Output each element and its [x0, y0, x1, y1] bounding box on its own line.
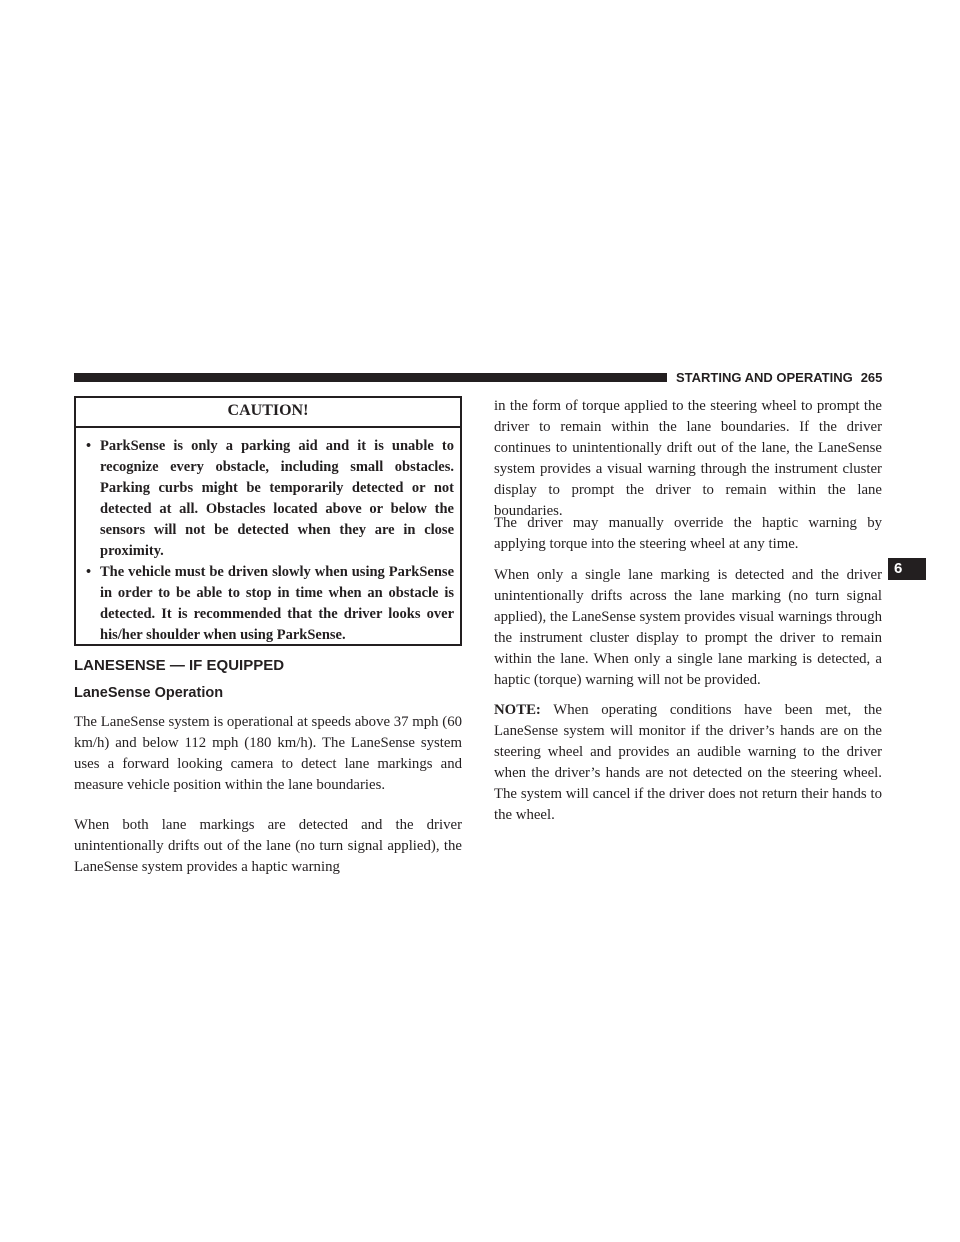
body-paragraph: in the form of torque applied to the steering wheel to prompt the driver to remain within the lane boundaries. If the driver continues to unintentionally drift out of the lane, the LaneSense system provides a visual warning through the instrument cluster display to prompt the driver to remain within the lane boundaries. — [494, 398, 882, 519]
subsection-heading: LaneSense Operation — [74, 685, 224, 701]
page-number: 265 — [860, 370, 883, 385]
header-rule — [74, 373, 667, 382]
caution-box — [74, 396, 462, 646]
bullet-icon: • — [86, 438, 92, 454]
body-paragraph: When both lane markings are detected and the driver unintentionally drifts out of the lane (no turn signal applied), the LaneSense system provides a haptic warning — [74, 817, 462, 875]
caution-list — [76, 428, 460, 646]
body-paragraph: The LaneSense system is operational at speeds above 37 mph (60 km/h) and below 112 mph (180 km/h). The LaneSense system uses a forward looking camera to detect lane markings and measure vehicle position within the lane boundaries. — [74, 714, 462, 793]
note-text: When operating conditions have been met, the LaneSense system will monitor if the driver’s hands are on the steering wheel and provides an audible warning to the driver when the driver’s hands are not detected on the steering wheel. The system will cancel if the driver does not return their hands to the wheel. — [494, 702, 882, 823]
caution-item: • ParkSense is only a parking aid and it is unable to recognize every obstacle, including small obstacles. Parking curbs might be temporarily detected or not detected at all. Obstacles located above or below the sensors will not be detected when they are in close proximity. — [86, 438, 454, 559]
caution-title: CAUTION! — [76, 398, 460, 428]
bullet-icon: • — [86, 564, 92, 580]
caution-item: • The vehicle must be driven slowly when using ParkSense in order to be able to stop in time when an obstacle is detected. It is recommended that the driver looks over his/her shoulder when using ParkSense. — [86, 564, 454, 643]
body-paragraph: The driver may manually override the haptic warning by applying torque into the steering wheel at any time. — [494, 515, 882, 552]
note-paragraph — [494, 700, 882, 826]
chapter-tab: 6 — [888, 558, 926, 580]
running-header — [676, 368, 882, 388]
body-paragraph: When only a single lane marking is detected and the driver unintentionally drifts across the lane marking (no turn signal applied), the LaneSense system provides visual warnings through the instrument cluster display to prompt the driver to remain within the lane. When only a single lane marking is detected, a haptic (torque) warning will not be provided. — [494, 567, 882, 688]
note-label: NOTE: — [494, 702, 541, 718]
section-heading: LANESENSE — IF EQUIPPED — [74, 657, 285, 674]
section-title: STARTING AND OPERATING — [676, 370, 853, 385]
